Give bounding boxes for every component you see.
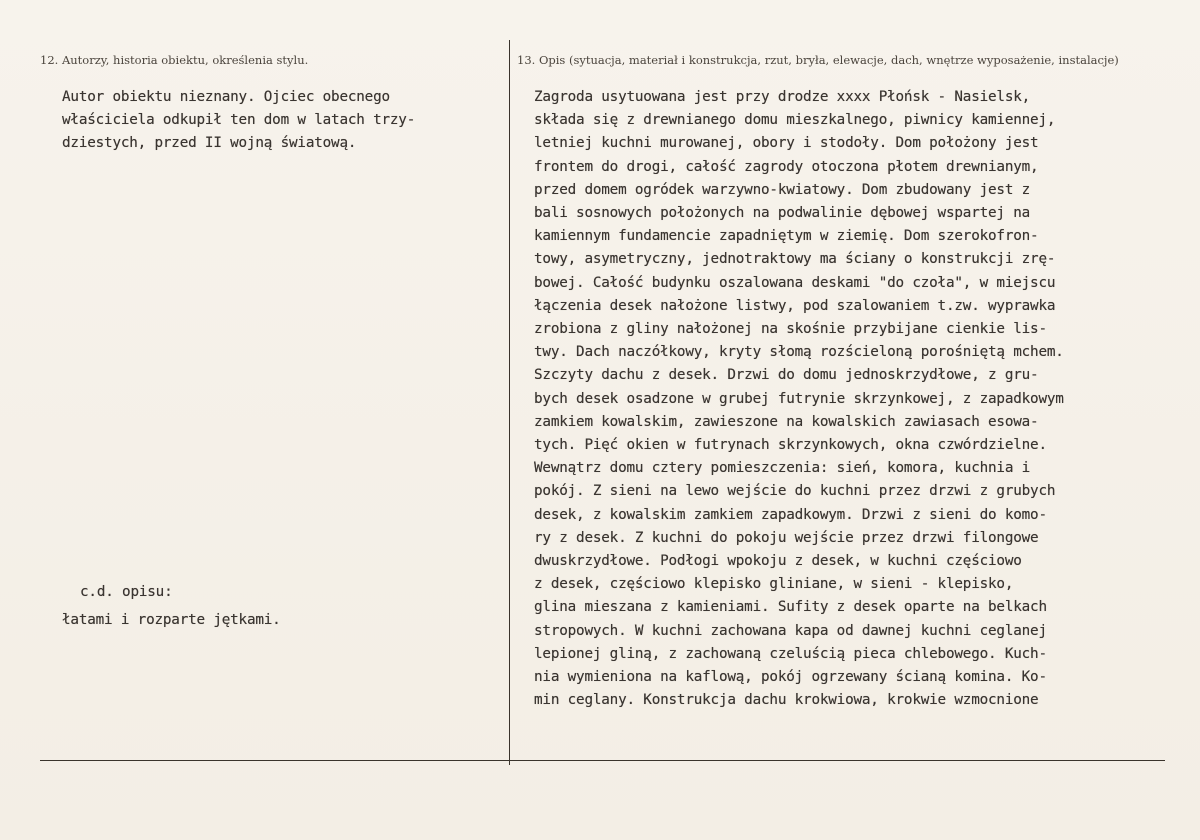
text-line: desek, z kowalskim zamkiem zapadkowym. Drzwi z sieni do komo- xyxy=(534,506,1047,523)
text-line: Wewnątrz domu cztery pomieszczenia: sień, komora, kuchnia i xyxy=(534,460,1031,477)
text-line: towy, asymetryczny, jednotraktowy ma ściany o konstrukcji zrę- xyxy=(534,251,1056,268)
section-13-header: 13. Opis (sytuacja, materiał i konstrukcja, rzut, bryła, elewacje, dach, wnętrze wyposażenie, instalacje) xyxy=(517,53,1119,67)
text-line: pokój. Z sieni na lewo wejście do kuchni przez drzwi z grubych xyxy=(534,483,1056,500)
section-13-body xyxy=(534,86,1174,712)
text-line: kamiennym fundamencie zapadniętym w ziemię. Dom szerokofron- xyxy=(534,228,1039,245)
text-line: przed domem ogródek warzywno-kwiatowy. Dom zbudowany jest z xyxy=(534,181,1031,198)
text-line: twy. Dach naczółkowy, kryty słomą rozścieloną porośniętą mchem. xyxy=(534,344,1064,361)
text-line: łączenia desek nałożone listwy, pod szalowaniem t.zw. wyprawka xyxy=(534,297,1056,314)
text-line: bowej. Całość budynku oszalowana deskami "do czoła", w miejscu xyxy=(534,274,1056,291)
text-line: dwuskrzydłowe. Podłogi wpokoju z desek, w kuchni częściowo xyxy=(534,553,1022,570)
section-12-header: 12. Autorzy, historia obiektu, określenia stylu. xyxy=(40,53,309,67)
text-line: tych. Pięć okien w futrynach skrzynkowych, okna czwórdzielne. xyxy=(534,437,1047,454)
section-12-body xyxy=(62,86,502,156)
text-line: zamkiem kowalskim, zawieszone na kowalskich zawiasach esowa- xyxy=(534,413,1039,430)
text-line: nia wymieniona na kaflową, pokój ogrzewany ścianą komina. Ko- xyxy=(534,669,1047,686)
text-line: z desek, częściowo klepisko gliniane, w sieni - klepisko, xyxy=(534,576,1014,593)
text-line: frontem do drogi, całość zagrody otoczona płotem drewnianym, xyxy=(534,158,1039,175)
continuation-heading: c.d. opisu: xyxy=(80,584,173,600)
text-line: letniej kuchni murowanej, obory i stodoły. Dom położony jest xyxy=(534,135,1039,152)
text-line: bali sosnowych położonych na podwalinie dębowej wspartej na xyxy=(534,205,1031,222)
text-line: lepionej gliną, z zachowaną czeluścią pieca chlebowego. Kuch- xyxy=(534,645,1047,662)
text-line: Autor obiektu nieznany. Ojciec obecnego xyxy=(62,89,390,105)
section-12-continuation xyxy=(62,578,502,634)
text-line: min ceglany. Konstrukcja dachu krokwiowa, krokwie wzmocnione xyxy=(534,692,1039,709)
text-line: dziestych, przed II wojną światową. xyxy=(62,135,357,152)
text-line: właściciela odkupił ten dom w latach trzy- xyxy=(62,112,416,129)
column-divider xyxy=(509,40,510,765)
text-line: Szczyty dachu z desek. Drzwi do domu jednoskrzydłowe, z gru- xyxy=(534,367,1039,384)
text-line: stropowych. W kuchni zachowana kapa od dawnej kuchni ceglanej xyxy=(534,622,1047,639)
bottom-rule xyxy=(40,760,1165,761)
text-line: Zagroda usytuowana jest przy drodze xxxx Płońsk - Nasielsk, xyxy=(534,89,1031,105)
text-line: składa się z drewnianego domu mieszkalnego, piwnicy kamiennej, xyxy=(534,112,1056,129)
text-line: łatami i rozparte jętkami. xyxy=(62,612,281,628)
text-line: ry z desek. Z kuchni do pokoju wejście przez drzwi filongowe xyxy=(534,529,1039,546)
text-line: glina mieszana z kamieniami. Sufity z desek oparte na belkach xyxy=(534,599,1047,616)
text-line: zrobiona z gliny nałożonej na skośnie przybijane cienkie lis- xyxy=(534,321,1047,338)
text-line: bych desek osadzone w grubej futrynie skrzynkowej, z zapadkowym xyxy=(534,390,1064,407)
